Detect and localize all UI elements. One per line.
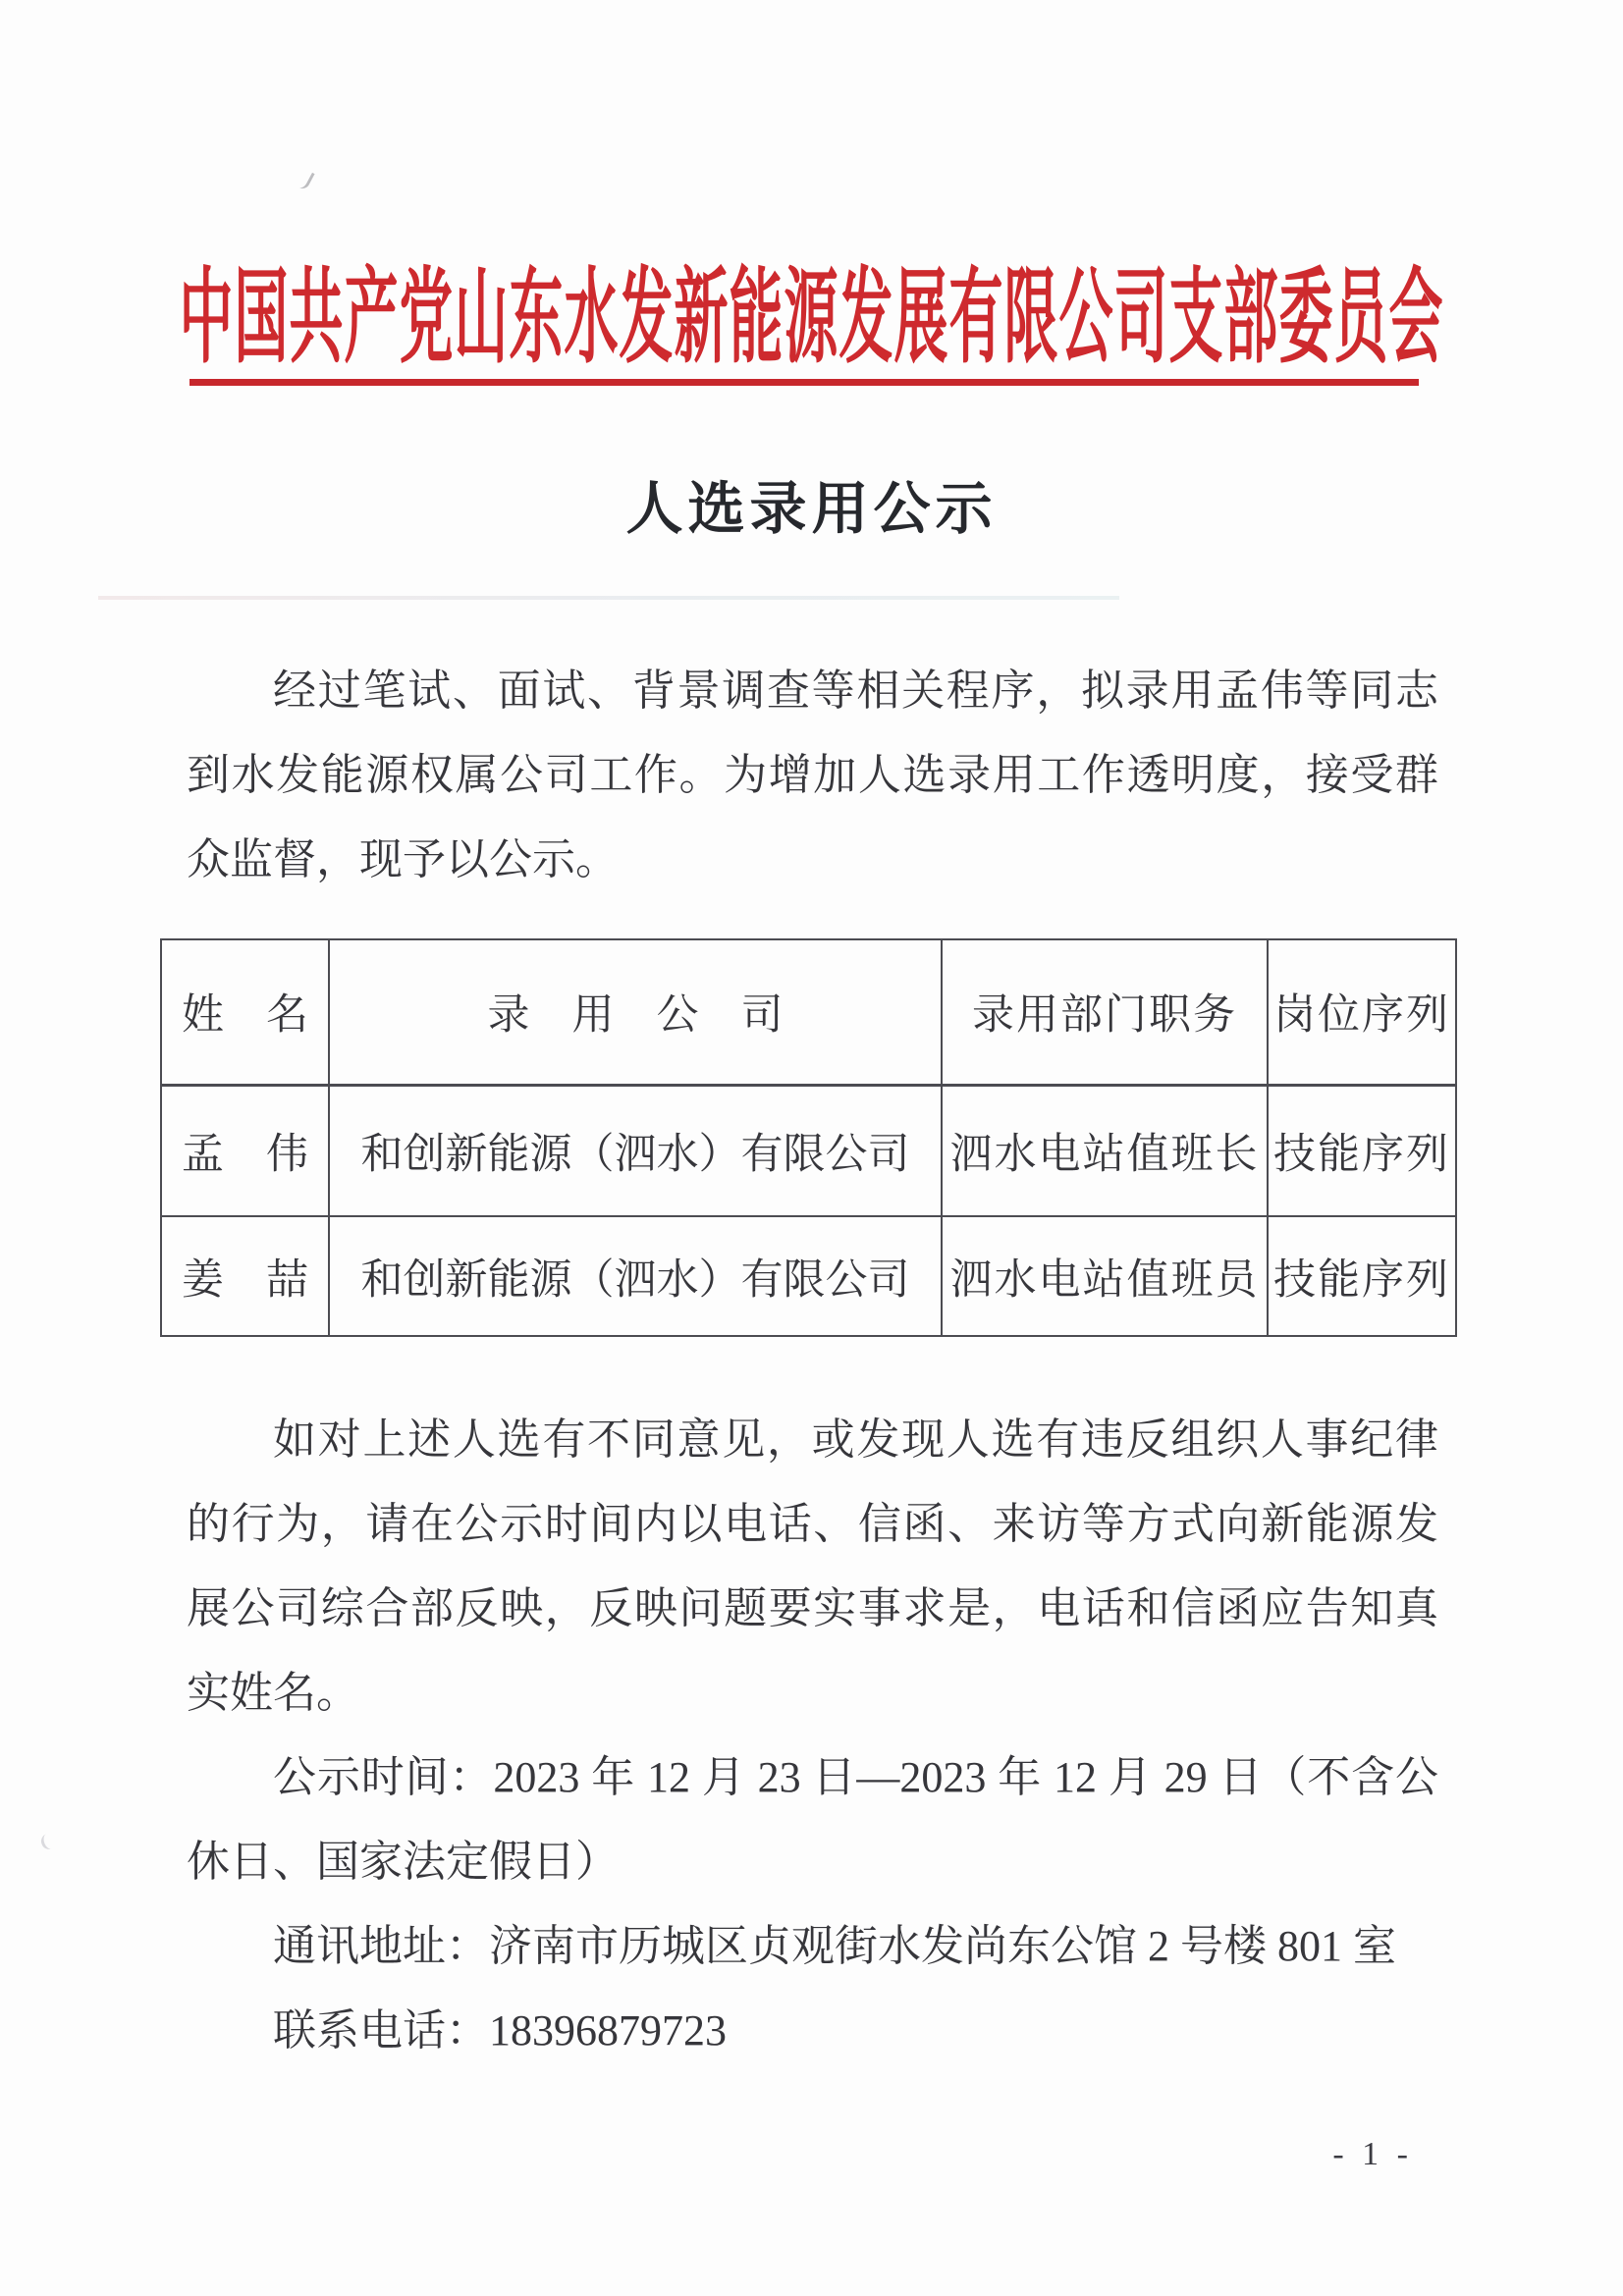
paragraph-line: 实姓名。 bbox=[187, 1669, 359, 1717]
table-row bbox=[161, 1085, 1456, 1216]
header-cell-department: 录用部门职务 bbox=[942, 939, 1268, 1085]
paragraph-line: 到水发能源权属公司工作。为增加人选录用工作透明度，接受群 bbox=[187, 751, 1438, 799]
address-line: 通讯地址：济南市历城区贞观街水发尚东公馆 2 号楼 801 室 bbox=[273, 1922, 1396, 1970]
scan-artifact-top bbox=[291, 166, 314, 191]
header-cell-name: 姓 名 bbox=[161, 939, 329, 1085]
cell-department: 泗水电站值班长 bbox=[942, 1085, 1268, 1216]
closing-paragraphs bbox=[187, 1398, 1438, 2073]
paragraph-line: 展公司综合部反映，反映问题要实事求是，电话和信函应告知真 bbox=[187, 1584, 1438, 1632]
phone-line: 联系电话：18396879723 bbox=[273, 2006, 727, 2055]
cell-company: 和创新能源（泗水）有限公司 bbox=[329, 1216, 942, 1336]
scan-artifact-left bbox=[39, 1832, 59, 1851]
notice-title: 人选录用公示 bbox=[625, 477, 998, 541]
notice-period-line: 公示时间：2023 年 12 月 23 日—2023 年 12 月 29 日（不含公 bbox=[273, 1753, 1438, 1801]
paragraph-line: 众监督，现予以公示。 bbox=[187, 835, 619, 883]
header-cell-company: 录 用 公 司 bbox=[329, 939, 942, 1085]
page-number: - 1 - bbox=[1332, 2136, 1413, 2172]
scan-streak-artifact bbox=[98, 596, 1119, 600]
header-cell-sequence: 岗位序列 bbox=[1268, 939, 1456, 1085]
paragraph-line: 如对上述人选有不同意见，或发现人选有违反组织人事纪律 bbox=[273, 1415, 1438, 1464]
cell-sequence: 技能序列 bbox=[1268, 1216, 1456, 1336]
org-title: 中国共产党山东水发新能源发展有限公司支部委员会 bbox=[179, 260, 1444, 376]
notice-period-line: 休日、国家法定假日） bbox=[187, 1838, 619, 1886]
letterhead bbox=[0, 253, 1623, 376]
cell-company: 和创新能源（泗水）有限公司 bbox=[329, 1085, 942, 1216]
paragraph-line: 的行为，请在公示时间内以电话、信函、来访等方式向新能源发 bbox=[187, 1500, 1438, 1548]
recruitment-table bbox=[160, 938, 1457, 1337]
cell-name: 姜 喆 bbox=[161, 1216, 329, 1336]
cell-name: 孟 伟 bbox=[161, 1085, 329, 1216]
paragraph-line: 经过笔试、面试、背景调查等相关程序，拟录用孟伟等同志 bbox=[273, 667, 1438, 715]
table-header-row bbox=[161, 939, 1456, 1085]
cell-department: 泗水电站值班员 bbox=[942, 1216, 1268, 1336]
cell-sequence: 技能序列 bbox=[1268, 1085, 1456, 1216]
intro-paragraph bbox=[187, 649, 1438, 902]
table-row bbox=[161, 1216, 1456, 1336]
